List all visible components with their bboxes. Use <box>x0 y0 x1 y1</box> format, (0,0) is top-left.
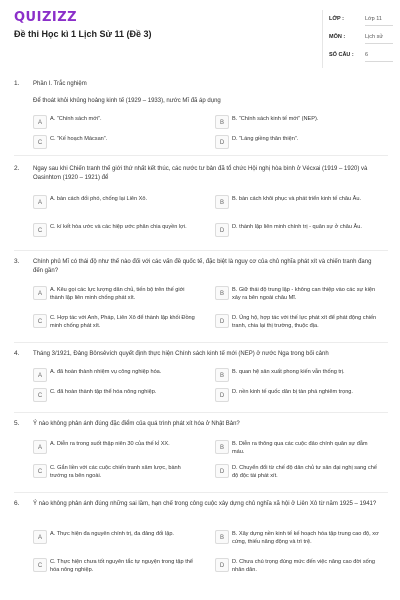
meta-value: 6 <box>365 52 369 58</box>
option-letter-box: C <box>33 223 47 237</box>
option-letter-box: D <box>215 388 229 402</box>
option-text: D. Chưa chú trọng đúng mức đến việc nâng cao đời sống nhân dân. <box>232 559 376 573</box>
option-letter-box: C <box>33 464 47 478</box>
option-letter-box: C <box>33 558 47 572</box>
option-letter-box: C <box>33 388 47 402</box>
option-letter-box: B <box>215 440 229 454</box>
option-letter-box: A <box>33 530 47 544</box>
option-text: C. kí kết hòa ước và các hiệp ước phân chia quyền lợi. <box>50 224 187 230</box>
option-text: C. Thực hiện chưa tốt nguyên tắc tự nguyện trong tập thể hóa nông nghiệp. <box>50 559 193 573</box>
meta-underline <box>365 25 393 26</box>
option-text: A. đã hoàn thành nhiệm vụ công nghiệp hóa. <box>50 369 162 375</box>
option-text: B. Diễn ra thông qua các cuộc đảo chính quân sự đẫm máu. <box>232 441 368 455</box>
question-text: Ngay sau khi Chiến tranh thế giới thứ nhất kết thúc, các nước tư bản đã tổ chức Hội nghị hòa bình ở Vécxai (1919 – 1920) và Oasinhtơn (1920 – 1921) để <box>33 166 368 181</box>
question-number: 5. <box>14 420 20 427</box>
option-text: A. Diễn ra trong suốt thập niên 30 của thế kỉ XX. <box>50 441 170 447</box>
meta-underline <box>365 61 393 62</box>
question-text: Ý nào không phản ánh đúng đặc điểm của quá trình phát xít hóa ở Nhật Bản? <box>33 421 240 427</box>
option-text: A. bàn cách đối phó, chống lại Liên Xô. <box>50 196 148 202</box>
option-text: A. “Chính sách mới”. <box>50 116 102 122</box>
option-letter-box: D <box>215 464 229 478</box>
meta-class <box>329 16 393 28</box>
worksheet-header <box>0 0 400 72</box>
question-number: 3. <box>14 258 20 265</box>
option-text: A. Thực hiện đa nguyên chính trị, đa đảng đối lập. <box>50 531 174 537</box>
question-number: 6. <box>14 500 20 507</box>
option-text: C. đã hoàn thành tập thể hóa nông nghiệp. <box>50 389 157 395</box>
option-text: B. bàn cách khôi phục và phát triển kinh tế châu Âu. <box>232 196 362 202</box>
question-divider <box>14 492 388 493</box>
section-title: Phần I. Trắc nghiệm <box>33 81 87 87</box>
option-letter-box: D <box>215 135 229 149</box>
option-letter-box: A <box>33 195 47 209</box>
option-letter-box: B <box>215 195 229 209</box>
meta-label: MÔN : <box>329 34 346 40</box>
option-text: D. Chuyển đổi từ chế độ dân chủ tư sản đại nghị sang chế độ độc tài phát xít. <box>232 465 377 479</box>
question-divider <box>14 250 388 251</box>
question-text: Chính phủ Mĩ có thái độ như thế nào đối với các vấn đề quốc tế, đặc biệt là nguy cơ của chủ nghĩa phát xít và chiến tranh đang đến gần? <box>33 259 372 274</box>
option-letter-box: B <box>215 286 229 300</box>
option-letter-box: C <box>33 135 47 149</box>
quizizz-logo: QUIZIZZ <box>14 10 78 25</box>
question-divider <box>14 342 388 343</box>
meta-value: Lớp 11 <box>365 16 382 22</box>
option-letter-box: A <box>33 115 47 129</box>
exam-title: Đề thi Học kì 1 Lịch Sử 11 (Đề 3) <box>14 29 152 39</box>
question-text: Để thoát khỏi khủng hoảng kinh tế (1929 – 1933), nước Mĩ đã áp dụng <box>33 98 221 104</box>
option-letter-box: A <box>33 286 47 300</box>
option-letter-box: B <box>215 530 229 544</box>
question-divider <box>14 155 388 156</box>
option-letter-box: D <box>215 314 229 328</box>
option-text: D. Ủng hộ, hợp tác với thế lực phát xít để phát động chiến tranh, chia lại thị trường, thuộc địa. <box>232 315 377 329</box>
option-letter-box: A <box>33 368 47 382</box>
option-text: B. Giữ thái độ trung lập - không can thiệp vào các sự kiện xảy ra bên ngoài châu Mĩ. <box>232 287 376 301</box>
option-text: C. Gắn liền với các cuộc chiến tranh xâm lược, bành trướng ra bên ngoài. <box>50 465 181 479</box>
option-letter-box: D <box>215 558 229 572</box>
option-text: D. thành lập liên minh chính trị - quân sự ở châu Âu. <box>232 224 362 230</box>
option-letter-box: C <box>33 314 47 328</box>
question-divider <box>14 412 388 413</box>
option-text: B. “Chính sách kinh tế mới” (NEP). <box>232 116 319 122</box>
option-letter-box: B <box>215 368 229 382</box>
question-text: Tháng 3/1921, Đảng Bônsêvích quyết định thực hiện Chính sách kinh tế mới (NEP) ở nước Nga trong bối cảnh <box>33 351 329 357</box>
exam-meta <box>322 10 395 68</box>
option-text: B. quan hệ sản xuất phong kiến vẫn thống trị. <box>232 369 345 375</box>
question-text: Ý nào không phản ánh đúng những sai lầm, hạn chế trong công cuộc xây dựng chủ nghĩa xã hội ở Liên Xô từ năm 1925 – 1941? <box>33 501 377 507</box>
option-text: A. Kêu gọi các lực lượng dân chủ, tiến bộ trên thế giới thành lập liên minh chống phát xít. <box>50 287 185 301</box>
meta-subject <box>329 34 393 46</box>
option-letter-box: B <box>215 115 229 129</box>
meta-label: LỚP : <box>329 16 344 22</box>
option-text: C. “Kế hoạch Mácsan”. <box>50 136 108 142</box>
question-number: 4. <box>14 350 20 357</box>
meta-label: SỐ CÂU : <box>329 52 354 58</box>
option-text: D. “Láng giềng thân thiện”. <box>232 136 299 142</box>
question-number: 1. <box>14 80 20 87</box>
meta-question-count <box>329 52 393 64</box>
option-text: C. Hợp tác với Anh, Pháp, Liên Xô để thành lập khối Đồng minh chống phát xít. <box>50 315 195 329</box>
question-number: 2. <box>14 165 20 172</box>
option-letter-box: D <box>215 223 229 237</box>
meta-underline <box>365 43 393 44</box>
option-text: B. Xây dựng nền kinh tế kế hoạch hóa tập trung cao độ, xơ cứng, thiếu năng động và trì trệ. <box>232 531 379 545</box>
meta-value: Lịch sử <box>365 34 384 40</box>
option-text: D. nền kinh tế quốc dân bị tàn phá nghiêm trọng. <box>232 389 353 395</box>
option-letter-box: A <box>33 440 47 454</box>
